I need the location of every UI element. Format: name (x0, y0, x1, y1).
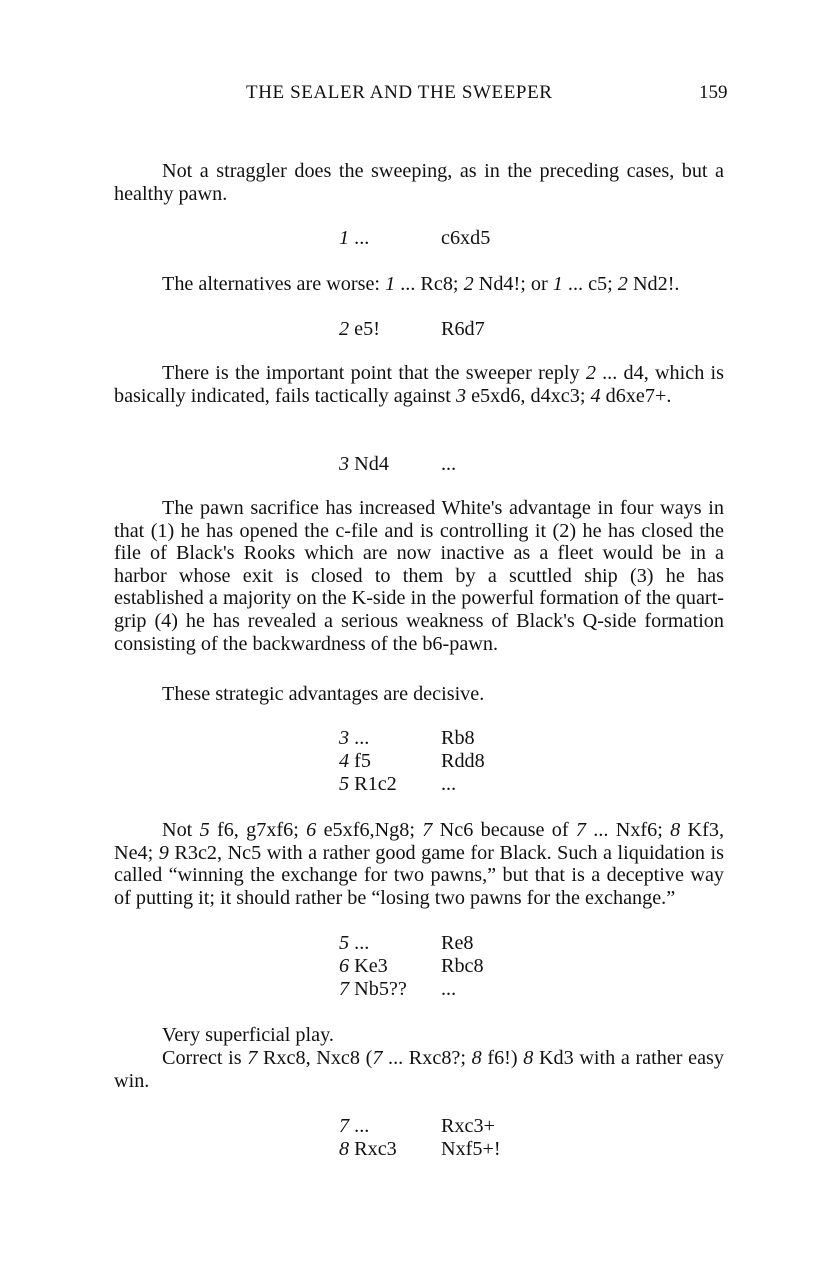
move-number: 5 R1c2 (339, 773, 397, 795)
move-number: 3 ... (339, 727, 370, 749)
move-number: 6 Ke3 (339, 955, 388, 977)
move-number: 2 e5! (339, 318, 380, 340)
paragraph-intro: Not a straggler does the sweeping, as in the preceding cases, but a healthy pawn. (114, 160, 724, 205)
move-number: 8 Rxc3 (339, 1138, 397, 1160)
move-black: Re8 (441, 932, 474, 954)
paragraph-alternatives: The alternatives are worse: 1 ... Rc8; 2 Nd4!; or 1 ... c5; 2 Nd2!. (162, 273, 680, 295)
move-black: c6xd5 (441, 227, 491, 249)
paragraph-pawn-sacrifice: The pawn sacrifice has increased White's advantage in four ways in that (1) he has opened the c-file and is controlling it (2) he has closed the file of Black's Rooks which are now inactive as a fleet would be in a harbor whose exit is closed to them by a scuttled ship (3) he has established a majority on the K-side in the powerful formation of the quart-grip (4) he has revealed a serious weakness of Black's Q-side formation consisting of the backwardness of the b6-pawn. (114, 497, 724, 655)
move-number: 3 Nd4 (339, 453, 389, 475)
paragraph-superficial: Very superficial play. (162, 1024, 334, 1046)
move-black: Rdd8 (441, 750, 485, 772)
paragraph-decisive: These strategic advantages are decisive. (162, 683, 485, 705)
move-black: ... (441, 453, 457, 475)
move-black: ... (441, 773, 457, 795)
move-number: 4 f5 (339, 750, 371, 772)
page-header (0, 82, 838, 108)
move-black: Nxf5+! (441, 1138, 501, 1160)
running-head: THE SEALER AND THE SWEEPER (246, 82, 553, 103)
move-number: 7 Nb5?? (339, 978, 407, 1000)
paragraph-correct: Correct is 7 Rxc8, Nxc8 (7 ... Rxc8?; 8 f6!) 8 Kd3 with a rather easy win. (114, 1047, 725, 1092)
move-number: 1 ... (339, 227, 370, 249)
paragraph-sweeper-reply: There is the important point that the sweeper reply 2 ... d4, which is basically indicated, fails tactically against 3 e5xd6, d4xc3; 4 d6xe7+. (114, 362, 724, 407)
move-black: Rb8 (441, 727, 475, 749)
move-black: Rxc3+ (441, 1115, 495, 1137)
move-black: Rbc8 (441, 955, 484, 977)
page-number: 159 (699, 82, 728, 103)
move-black: R6d7 (441, 318, 485, 340)
move-number: 7 ... (339, 1115, 370, 1137)
move-black: ... (441, 978, 457, 1000)
paragraph-liquidation: Not 5 f6, g7xf6; 6 e5xf6,Ng8; 7 Nc6 because of 7 ... Nxf6; 8 Kf3, Ne4; 9 R3c2, Nc5 with a rather good game for Black. Such a liquidation is called “winning the exchange for two pawns,” but that is a deceptive way of putting it; it should rather be “losing two pawns for the exchange.” (114, 819, 725, 909)
move-number: 5 ... (339, 932, 370, 954)
